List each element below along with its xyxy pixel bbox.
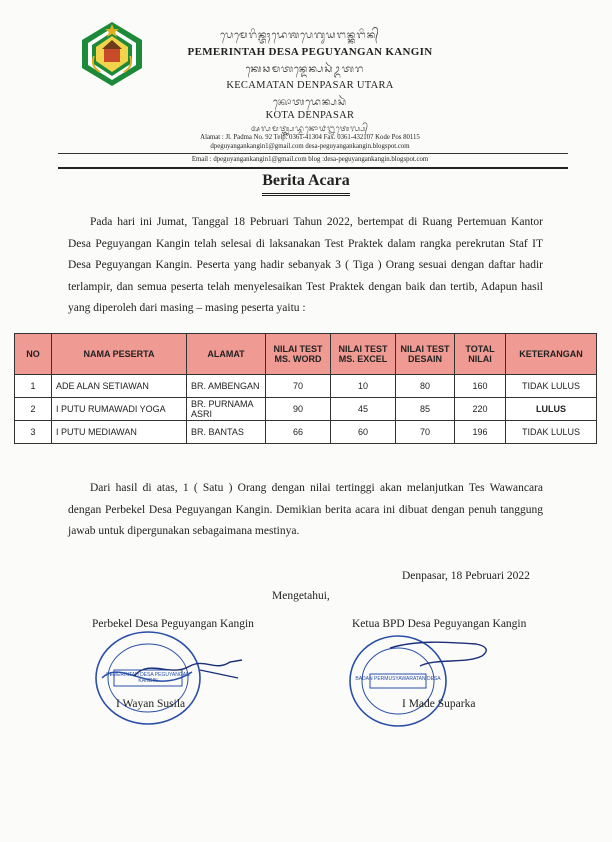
- stamp-right-text: BADAN PERMUSYAWARATAN DESA: [355, 676, 441, 682]
- header-address: Alamat : Jl. Padma No. 92 Telp. 0361-41304 Fax. 0361-432107 Kode Pos 80115: [200, 134, 420, 141]
- mengetahui-label: Mengetahui,: [272, 590, 330, 602]
- cell-excel: 60: [331, 421, 396, 444]
- cell-alamat: BR. BANTAS: [187, 421, 266, 444]
- emblem-logo: [76, 18, 148, 90]
- cell-keterangan: TIDAK LULUS: [506, 421, 597, 444]
- header-excel: NILAI TEST MS. EXCEL: [331, 334, 396, 375]
- header-pemerintah: PEMERINTAH DESA PEGUYANGAN KANGIN: [187, 46, 433, 58]
- table-row: [15, 421, 597, 444]
- signature-right: [386, 636, 496, 672]
- cell-keterangan: TIDAK LULUS: [506, 375, 597, 398]
- sign-right-role: Ketua BPD Desa Peguyangan Kangin: [352, 618, 527, 630]
- cell-total: 196: [455, 421, 506, 444]
- header-kota: KOTA DENPASAR: [265, 110, 355, 121]
- cell-no: 1: [15, 375, 52, 398]
- header-script-address: ᬅᬮᬫᬢ᭄ᬚ᭄ᬮ᭄ᬧᬤ᭄ᬫᬦᭀ᭙᭒ᬢᬾᬮ᭄ᬧ᭄: [251, 124, 369, 133]
- table-header-row: [15, 334, 597, 375]
- cell-alamat: BR. AMBENGAN: [187, 375, 266, 398]
- header-rule-thin: [58, 153, 568, 154]
- cell-desain: 80: [396, 375, 455, 398]
- paragraph-conclusion: Dari hasil di atas, 1 ( Satu ) Orang dengan nilai tertinggi akan melanjutkan Tes Wawancara dengan Perbekel Desa Peguyangan Kangin. Demikian berita acara ini dibuat dengan penuh tanggung jawab untuk dipergunakan sebagaimana mestinya.: [68, 482, 543, 537]
- cell-keterangan: LULUS: [506, 398, 597, 421]
- table-row: [15, 398, 597, 421]
- header-script-kec: ᬓᬾᬘᬫᬢᬦ᭄ᬤᬾᬦ᭄ᬧᬲᬃᬉᬢᬭ: [245, 64, 365, 75]
- header-rule-thick: [58, 167, 568, 169]
- stamp-left-text: PEMERINTAH DESA PEGUYANGAN KANGIN: [106, 672, 190, 684]
- header-word: NILAI TEST MS. WORD: [266, 334, 331, 375]
- cell-total: 220: [455, 398, 506, 421]
- paragraph-intro: Pada hari ini Jumat, Tanggal 18 Pebruari Tahun 2022, bertempat di Ruang Pertemuan Kantor Desa Peguyangan Kangin telah selesai di laksanakan Test Praktek dalam rangka perekrutan Staf IT Desa Peguyangan Kangin. Peserta yang hadir sebanyak 3 ( Tiga ) Orang sesuai dengan daftar hadir terlampir, dan semua peserta telah menyelesaikan Test Praktek dengan baik dan tertib, Adapun hasil yang diperoleh dari masing – masing peserta yaitu :: [68, 216, 543, 314]
- signature-left: [130, 648, 250, 688]
- header-email-line: Email : dpeguyangankangin1@gmail.com blog :desa-peguyangankangin.blogspot.com: [191, 156, 429, 163]
- cell-word: 90: [266, 398, 331, 421]
- title-underline: [262, 193, 350, 196]
- header-script-kota: ᬓᭀᬢᬤᬾᬦ᭄ᬧᬲᬃ: [273, 97, 347, 108]
- cell-nama: ADE ALAN SETIAWAN: [52, 375, 187, 398]
- cell-no: 2: [15, 398, 52, 421]
- results-table: [14, 333, 597, 444]
- cell-total: 160: [455, 375, 506, 398]
- cell-no: 3: [15, 421, 52, 444]
- page-title: Berita Acara: [262, 172, 350, 189]
- cell-nama: I PUTU MEDIAWAN: [52, 421, 187, 444]
- header-keterangan: KETERANGAN: [506, 334, 597, 375]
- header-kecamatan: KECAMATAN DENPASAR UTARA: [226, 80, 394, 91]
- header-desain: NILAI TEST DESAIN: [396, 334, 455, 375]
- cell-alamat: BR. PURNAMA ASRI: [187, 398, 266, 421]
- cell-excel: 10: [331, 375, 396, 398]
- cell-excel: 45: [331, 398, 396, 421]
- sign-right-name: I Made Suparka: [402, 698, 476, 710]
- sign-left-role: Perbekel Desa Peguyangan Kangin: [92, 618, 254, 630]
- place-date: Denpasar, 18 Pebruari 2022: [402, 570, 530, 582]
- cell-word: 66: [266, 421, 331, 444]
- header-no: NO: [15, 334, 52, 375]
- header-total: TOTAL NILAI: [455, 334, 506, 375]
- table-row: [15, 375, 597, 398]
- header-alamat: ALAMAT: [187, 334, 266, 375]
- cell-desain: 70: [396, 421, 455, 444]
- sign-left-name: I Wayan Susila: [116, 698, 186, 710]
- cell-nama: I PUTU RUMAWADI YOGA: [52, 398, 187, 421]
- header-script-top: ᬧᬾᬫᬾᬭᬶᬦ᭄ᬢᬄᬤᬾᬰᬧᬾᬕᬸᬬᬗᬦ᭄ᬓᬗᬶᬦ᭄: [220, 30, 380, 41]
- header-nama: NAMA PESERTA: [52, 334, 187, 375]
- cell-word: 70: [266, 375, 331, 398]
- header-contacts: dpeguyangankangin1@gmail.com desa-peguyangankangin.blogspot.com: [210, 143, 410, 150]
- cell-desain: 85: [396, 398, 455, 421]
